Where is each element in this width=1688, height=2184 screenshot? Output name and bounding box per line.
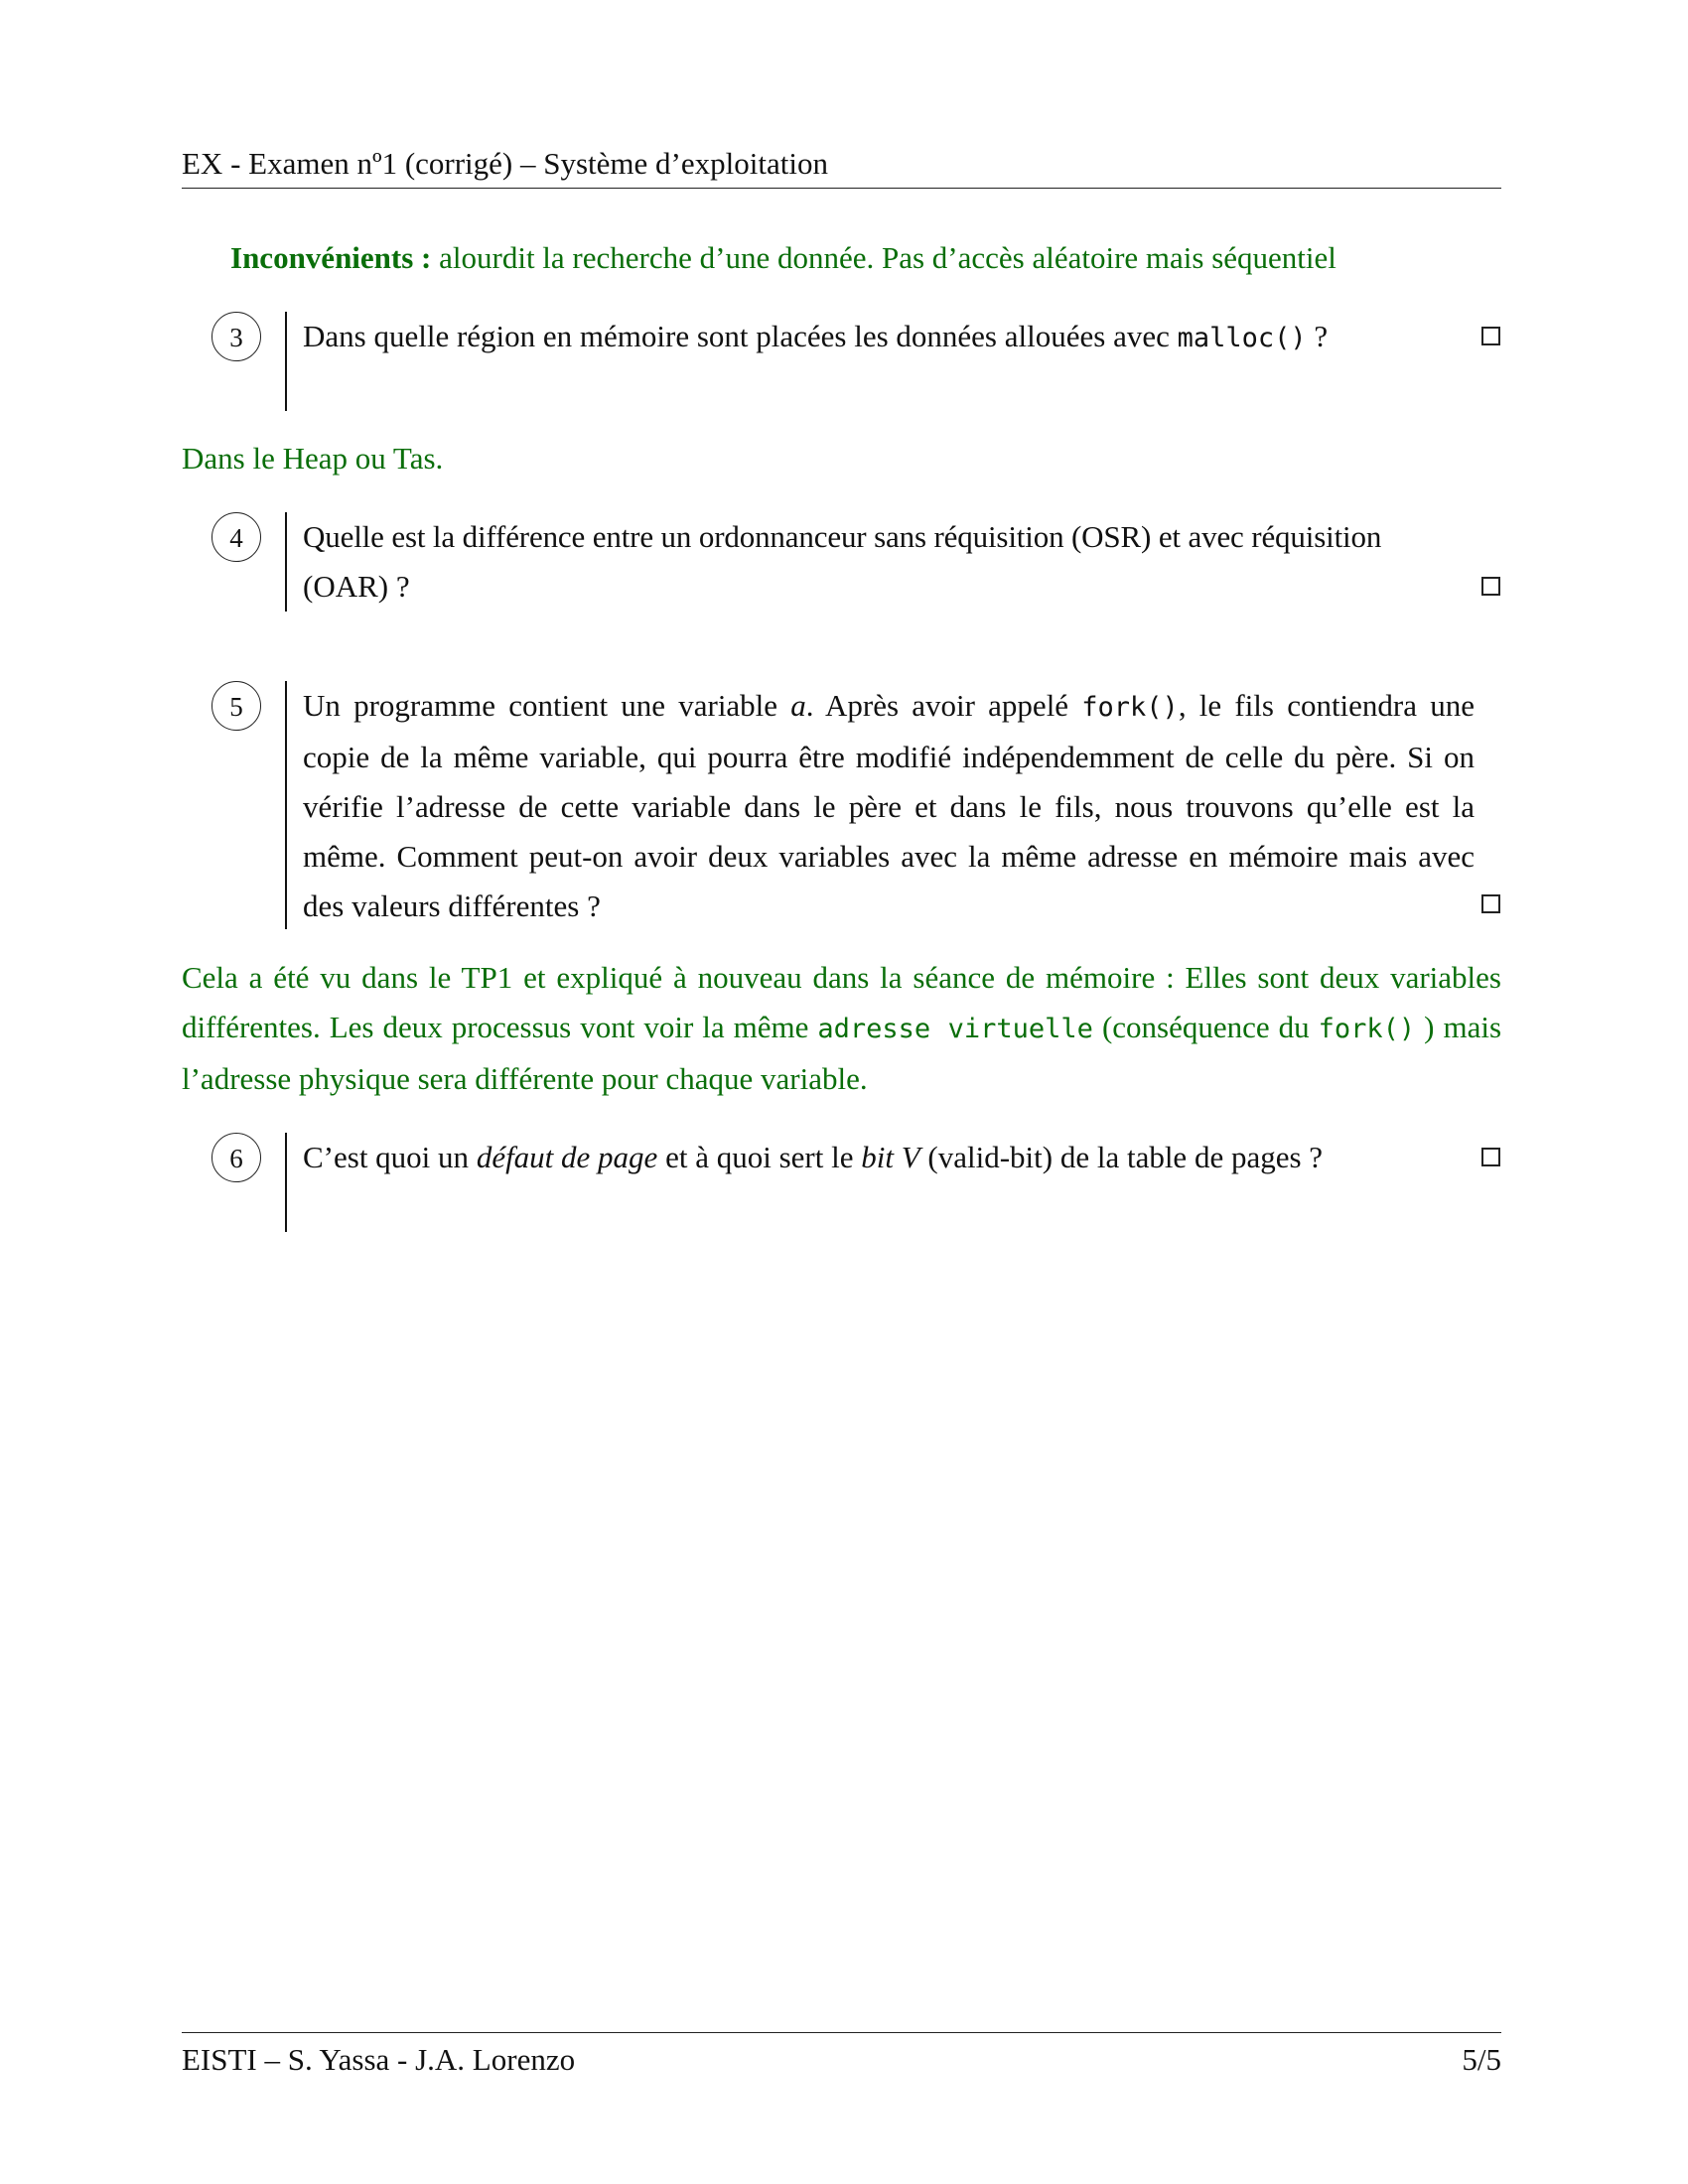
answer-5-text-c: ) mais l’adresse physique sera différente pour chaque variable.: [182, 1010, 1502, 1096]
previous-answer-drawbacks: [230, 233, 1336, 283]
question-4-checkbox[interactable]: [1481, 577, 1500, 596]
term-bit-v: bit V: [861, 1140, 920, 1174]
question-6-text-a: C’est quoi un: [303, 1140, 477, 1174]
code-malloc: malloc(): [1177, 323, 1307, 353]
question-3-checkbox[interactable]: [1481, 327, 1500, 345]
question-3-text: [303, 312, 1501, 363]
question-3-text-b: ?: [1306, 319, 1329, 353]
answer-5-text-b: (conséquence du: [1092, 1010, 1319, 1044]
question-6-text: [303, 1133, 1501, 1182]
footer-page-number: 5/5: [1462, 2042, 1501, 2077]
variable-a: a: [790, 688, 806, 723]
question-4-number: 4: [211, 512, 261, 562]
answer-5-text-a: Cela a été vu dans le TP1 et expliqué à nouveau dans la séance de mémoire : Elles sont deux variables différentes. Les deux processus vont voir la même: [182, 960, 1501, 1044]
header-rule: [182, 188, 1501, 189]
question-3-number: 3: [211, 312, 261, 361]
question-6-text-c: (valid-bit) de la table de pages ?: [919, 1140, 1324, 1174]
question-6-number: 6: [211, 1133, 261, 1182]
question-6-checkbox[interactable]: [1481, 1148, 1500, 1166]
term-page-fault: défaut de page: [476, 1140, 658, 1174]
code-adresse-virtuelle: adresse virtuelle: [817, 1014, 1093, 1044]
drawbacks-label: Inconvénients :: [230, 240, 432, 275]
question-4-bar: [285, 512, 287, 612]
question-5-text-c: , le fils contiendra une copie de la même variable, qui pourra être modifié indépendemment de celle du père. Si on vérifie l’adresse de cette variable dans le père et dans le fils, nous trouvons qu’elle est la même. Comment peut-on avoir deux variables avec la même adresse en mémoire mais avec des valeurs différentes ?: [303, 688, 1475, 923]
question-5-text-a: Un programme contient une variable: [303, 688, 791, 723]
drawbacks-text: alourdit la recherche d’une donnée. Pas d’accès aléatoire mais séquentiel: [431, 240, 1336, 275]
answer-5: [182, 953, 1501, 1104]
question-5-text: [303, 681, 1475, 931]
footer-authors: EISTI – S. Yassa - J.A. Lorenzo: [182, 2042, 576, 2077]
question-5-bar: [285, 681, 287, 929]
code-fork-answer: fork(): [1318, 1014, 1416, 1044]
question-6-bar: [285, 1133, 287, 1232]
page-header-title: EX - Examen nº1 (corrigé) – Système d’exploitation: [182, 146, 828, 181]
question-4-line-2: (OAR) ?: [303, 569, 410, 604]
code-fork: fork(): [1081, 692, 1179, 723]
footer-rule: [182, 2032, 1501, 2033]
question-3-bar: [285, 312, 287, 411]
question-5-text-b: . Après avoir appelé: [805, 688, 1082, 723]
question-5-checkbox[interactable]: [1481, 894, 1500, 913]
question-6-text-b: et à quoi sert le: [657, 1140, 862, 1174]
answer-3: Dans le Heap ou Tas.: [182, 441, 444, 476]
question-4-line-1: Quelle est la différence entre un ordonnanceur sans réquisition (OSR) et avec réquisition: [303, 519, 1382, 554]
question-5-number: 5: [211, 681, 261, 731]
question-3-text-a: Dans quelle région en mémoire sont placées les données allouées avec: [303, 319, 1178, 353]
